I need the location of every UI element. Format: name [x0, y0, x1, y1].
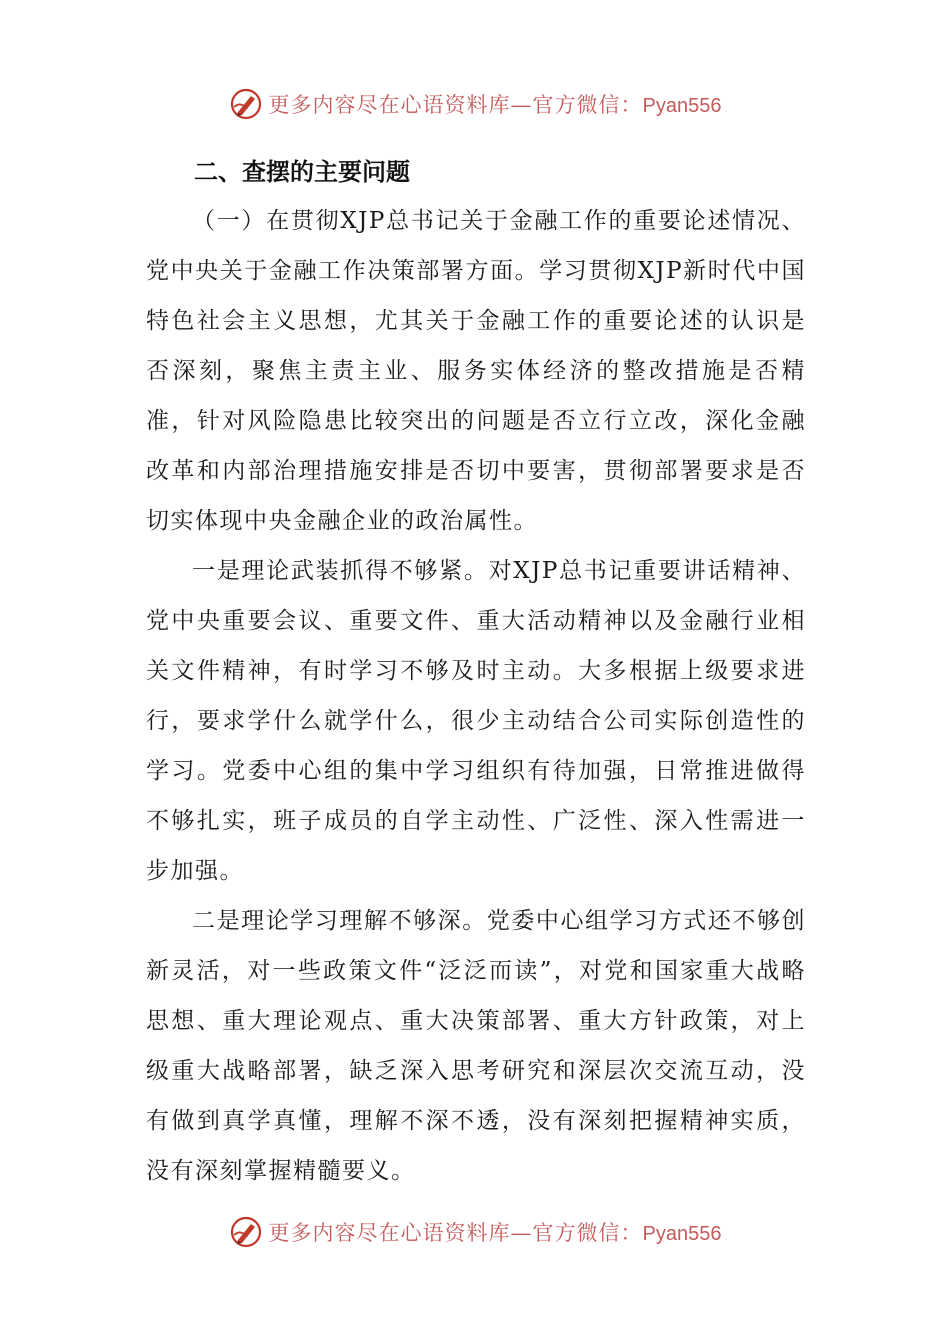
watermark-banner-top	[0, 82, 950, 126]
watermark-wechat-id: Pyan556	[642, 1223, 722, 1245]
watermark-label: 更多内容尽在心语资料库—官方微信：	[268, 93, 643, 117]
document-body	[146, 148, 806, 1196]
paragraph-1: （一）在贯彻XJP总书记关于金融工作的重要论述情况、党中央关于金融工作决策部署方面。学习贯彻XJP新时代中国特色社会主义思想，尤其关于金融工作的重要论述的认识是否深刻，聚焦主责主业、服务实体经济的整改措施是否精准，针对风险隐患比较突出的问题是否立行立改，深化金融改革和内部治理措施安排是否切中要害，贯彻部署要求是否切实体现中央金融企业的政治属性。	[146, 208, 806, 534]
paragraph-3: 二是理论学习理解不够深。党委中心组学习方式还不够创新灵活，对一些政策文件“泛泛而读”，对党和国家重大战略思想、重大理论观点、重大决策部署、重大方针政策，对上级重大战略部署，缺乏深入思考研究和深层次交流互动，没有做到真学真懂，理解不深不透，没有深刻把握精神实质，没有深刻掌握精髓要义。	[146, 908, 806, 1184]
section-heading: 二、查摆的主要问题	[194, 158, 410, 186]
watermark-text	[269, 89, 722, 119]
watermark-label: 更多内容尽在心语资料库—官方微信：	[268, 1221, 643, 1245]
pen-logo-icon	[229, 87, 263, 121]
pen-logo-icon	[229, 1215, 263, 1249]
watermark-wechat-id: Pyan556	[642, 95, 722, 117]
watermark-text	[269, 1217, 722, 1247]
paragraph-2: 一是理论武装抓得不够紧。对XJP总书记重要讲话精神、党中央重要会议、重要文件、重大活动精神以及金融行业相关文件精神，有时学习不够及时主动。大多根据上级要求进行，要求学什么就学什么，很少主动结合公司实际创造性的学习。党委中心组的集中学习组织有待加强，日常推进做得不够扎实，班子成员的自学主动性、广泛性、深入性需进一步加强。	[146, 558, 806, 884]
watermark-banner-bottom	[0, 1210, 950, 1254]
